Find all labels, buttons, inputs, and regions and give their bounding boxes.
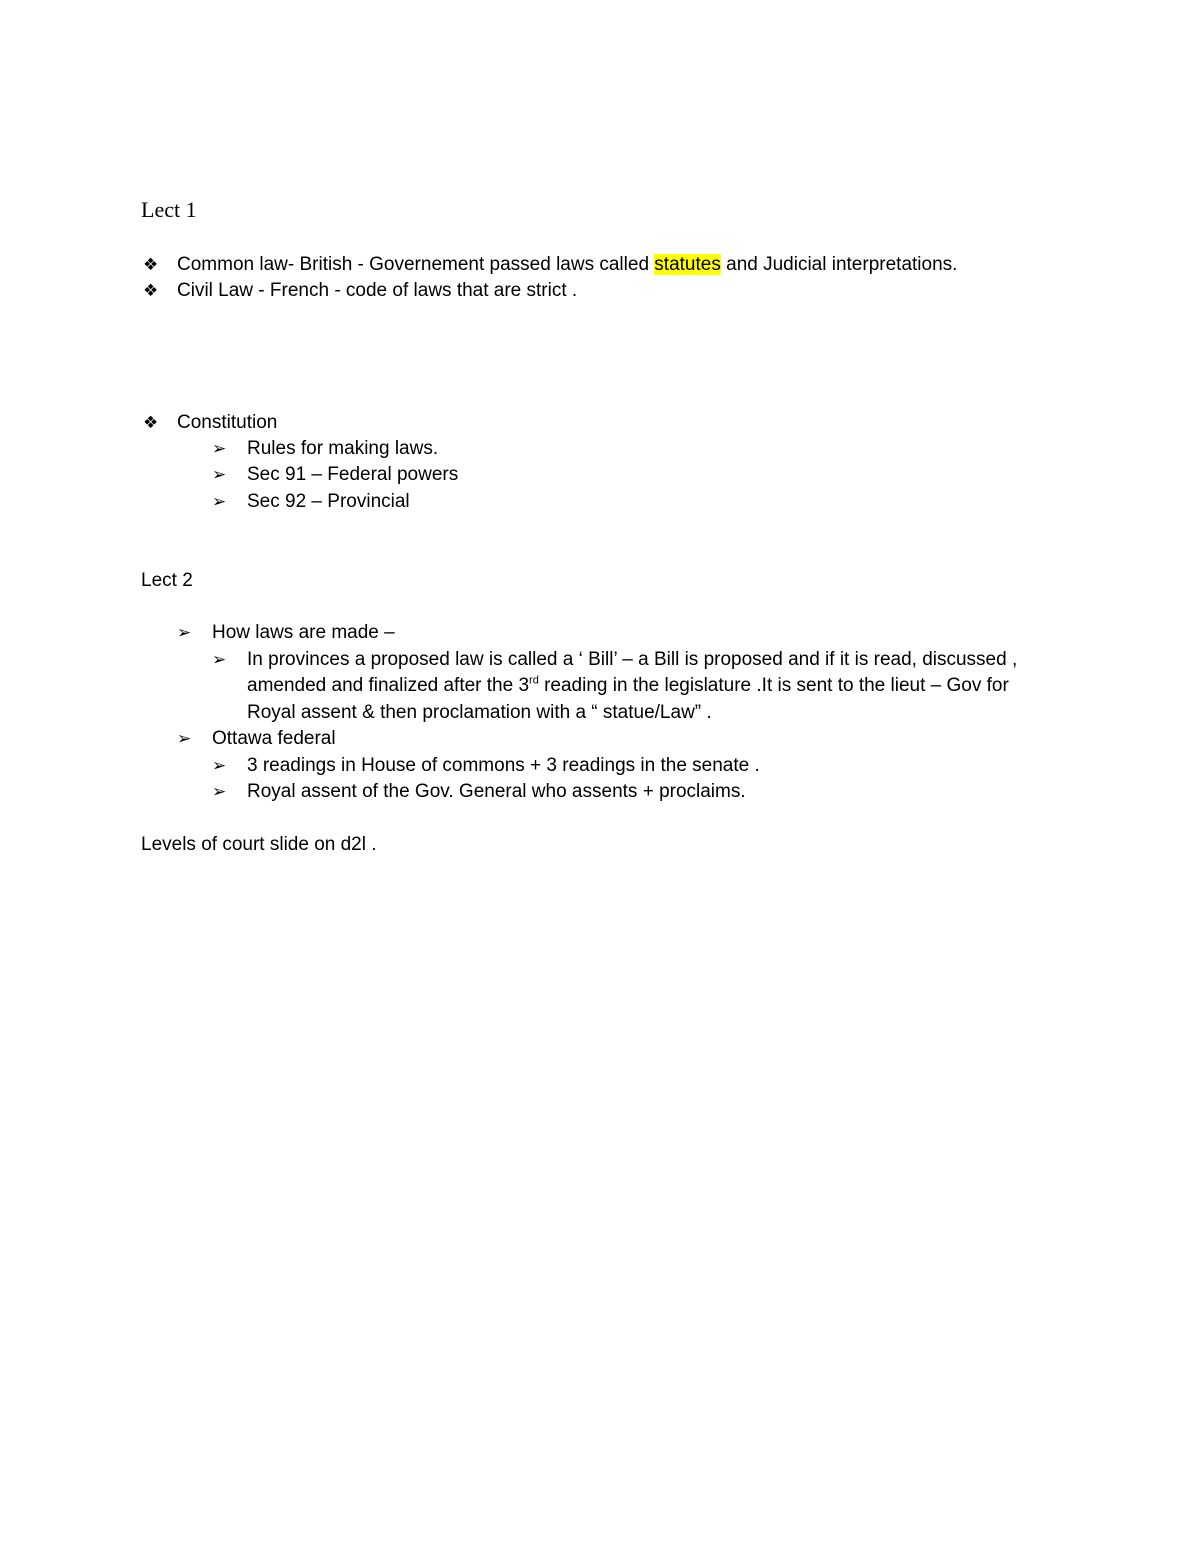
arrow-bullet-icon: ➢ <box>212 465 227 485</box>
constitution-subitem: Sec 91 – Federal powers <box>247 464 459 485</box>
ordinal-superscript: rd <box>529 674 539 687</box>
diamond-bullet-icon: ❖ <box>143 255 159 275</box>
arrow-bullet-icon: ➢ <box>212 756 227 776</box>
diamond-bullet-icon: ❖ <box>143 413 159 433</box>
provinces-line-2-end: reading in the legislature .It is sent to the lieut – Gov for <box>538 675 1009 696</box>
arrow-bullet-icon: ➢ <box>212 492 227 512</box>
ottawa-subitem: 3 readings in House of commons + 3 readings in the senate . <box>247 755 760 776</box>
lect2-title: Lect 2 <box>141 570 193 591</box>
lect1-title: Lect 1 <box>141 197 197 222</box>
provinces-line-3: Royal assent & then proclamation with a “ statue/Law” . <box>247 702 712 723</box>
arrow-bullet-icon: ➢ <box>177 623 192 643</box>
ottawa-subitem: Royal assent of the Gov. General who assents + proclaims. <box>247 781 746 802</box>
footer-note: Levels of court slide on d2l . <box>141 834 377 855</box>
common-law-item <box>177 252 957 278</box>
diamond-bullet-icon: ❖ <box>143 281 159 301</box>
statutes-highlight: statutes <box>654 254 721 275</box>
provinces-line-2-start: amended and finalized after the 3 <box>247 675 530 696</box>
arrow-bullet-icon: ➢ <box>177 729 192 749</box>
civil-law-item: Civil Law - French - code of laws that are strict . <box>177 280 578 301</box>
how-laws-item: How laws are made – <box>212 622 395 643</box>
provinces-line-2 <box>247 673 1009 699</box>
provinces-line-1: In provinces a proposed law is called a ‘ Bill’ – a Bill is proposed and if it is read, discussed , <box>247 649 1018 670</box>
arrow-bullet-icon: ➢ <box>212 439 227 459</box>
constitution-item: Constitution <box>177 412 278 433</box>
arrow-bullet-icon: ➢ <box>212 782 227 802</box>
common-law-text-end: and Judicial interpretations. <box>720 254 958 275</box>
ottawa-item: Ottawa federal <box>212 728 336 749</box>
constitution-subitem: Rules for making laws. <box>247 438 439 459</box>
common-law-text: Common law- British - Governement passed laws called <box>177 254 655 275</box>
arrow-bullet-icon: ➢ <box>212 650 227 670</box>
constitution-subitem: Sec 92 – Provincial <box>247 491 410 512</box>
